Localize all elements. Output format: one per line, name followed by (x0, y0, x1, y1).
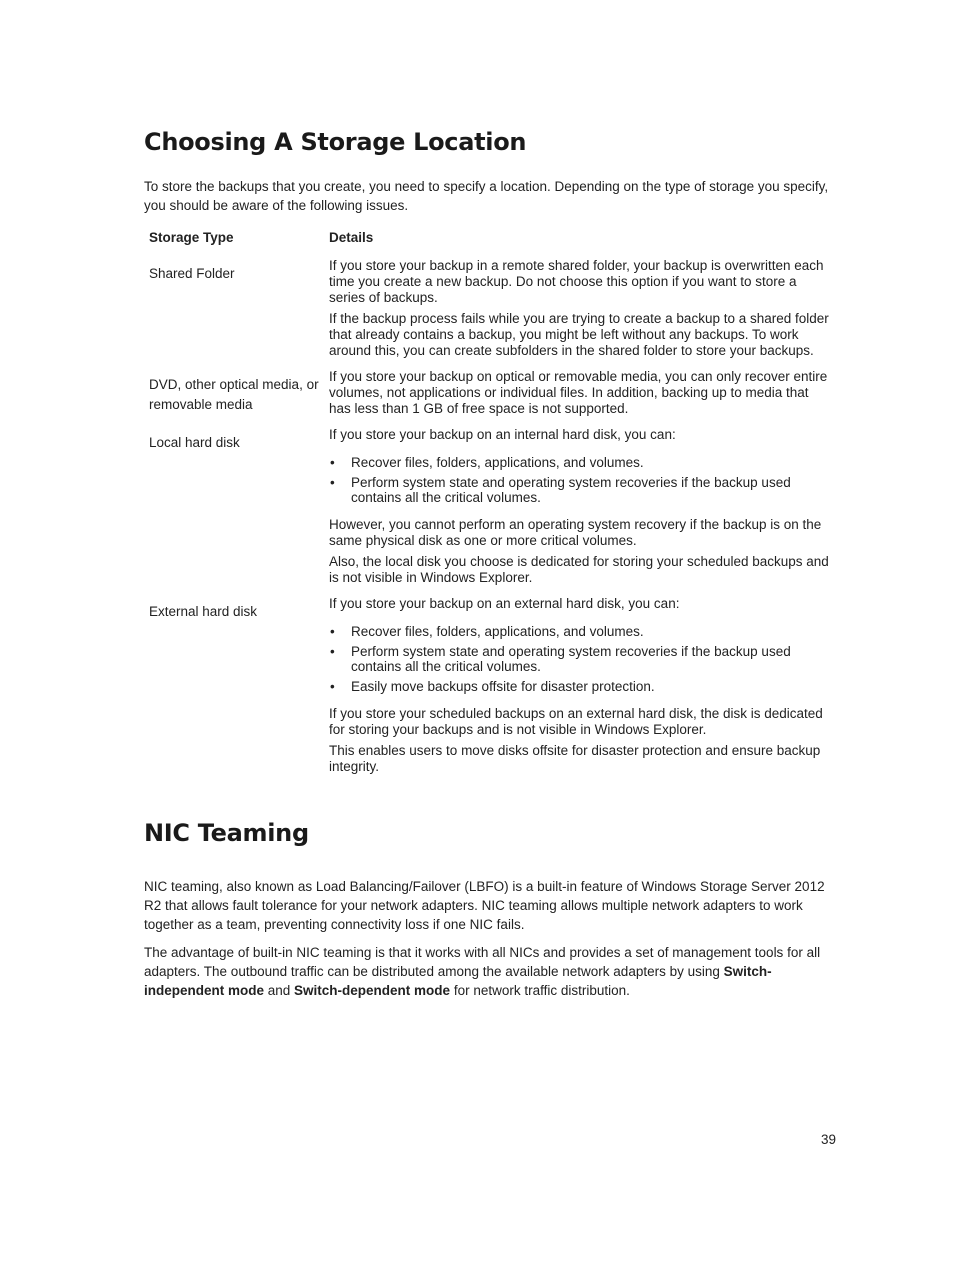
bullet-icon: • (330, 455, 335, 470)
details-cell (324, 427, 836, 596)
details-paragraph: If the backup process fails while you are trying to create a backup to a shared folder that already contains a backup, you might be left without any backups. To work around this, you can create subfolders in the shared folder to store your backups. (329, 311, 829, 358)
details-paragraph: If you store your scheduled backups on an external hard disk, the disk is dedicated for storing your backups and is not visible in Windows Explorer. (329, 706, 823, 737)
list-item (329, 475, 831, 505)
storage-intro-paragraph: To store the backups that you create, you need to specify a location. Depending on the type of storage you specify, you should be aware of the following issues. (144, 179, 829, 213)
bullet-text: Easily move backups offsite for disaster protection. (351, 679, 655, 694)
bullet-icon: • (330, 644, 335, 659)
storage-type-cell: External hard disk (149, 604, 258, 619)
details-paragraph: Also, the local disk you choose is dedicated for storing your scheduled backups and is not visible in Windows Explorer. (329, 554, 829, 585)
details-paragraph: If you store your backup in a remote shared folder, your backup is overwritten each time you create a new backup. Do not choose this option if you want to store a series of backups. (329, 258, 824, 305)
storage-type-table (144, 226, 836, 785)
list-item (329, 679, 831, 694)
switch-independent-mode-term: Switch-independent mode (144, 964, 772, 998)
bullet-icon: • (330, 624, 335, 639)
bullet-text: Perform system state and operating system recoveries if the backup used contains all the critical volumes. (351, 475, 791, 505)
bullet-icon: • (330, 475, 335, 490)
bullet-text: Perform system state and operating system recoveries if the backup used contains all the critical volumes. (351, 644, 791, 674)
storage-type-cell: Shared Folder (149, 266, 235, 281)
details-bullet-list (329, 455, 831, 505)
nic-para2-mid: and (264, 983, 295, 998)
bullet-icon: • (330, 679, 335, 694)
details-paragraph: If you store your backup on optical or removable media, you can only recover entire volumes, not applications or individual files. In addition, backing up to media that has less than 1 GB of free space is not supported. (329, 369, 828, 416)
details-paragraph: If you store your backup on an external hard disk, you can: (329, 596, 680, 611)
bullet-text: Recover files, folders, applications, and volumes. (351, 624, 644, 639)
details-paragraph: This enables users to move disks offsite for disaster protection and ensure backup integrity. (329, 743, 821, 774)
table-row (144, 596, 836, 785)
section-heading-storage-location: Choosing A Storage Location (144, 128, 527, 156)
nic-paragraph-1: NIC teaming, also known as Load Balancing/Failover (LBFO) is a built-in feature of Windows Storage Server 2012 R2 that allows fault tolerance for your network adapters. NIC teaming allows multiple network adapters to work together as a team, preventing connectivity loss if one NIC fails. (144, 879, 825, 932)
table-row (144, 427, 836, 596)
switch-dependent-mode-term: Switch-dependent mode (294, 983, 451, 998)
details-cell (324, 258, 836, 369)
section-heading-nic-teaming: NIC Teaming (144, 819, 309, 847)
nic-paragraph-2 (144, 943, 834, 1000)
table-row (144, 258, 836, 369)
details-cell (324, 596, 836, 785)
bullet-text: Recover files, folders, applications, and volumes. (351, 455, 644, 470)
list-item (329, 644, 831, 674)
storage-type-cell: DVD, other optical media, or removable media (149, 377, 319, 412)
table-body (144, 258, 836, 785)
list-item (329, 624, 831, 639)
nic-para2-end: for network traffic distribution. (450, 983, 630, 998)
details-paragraph: However, you cannot perform an operating system recovery if the backup is on the same physical disk as one or more critical volumes. (329, 517, 822, 548)
page-number: 39 (821, 1132, 837, 1147)
header-details: Details (329, 230, 374, 245)
details-bullet-list (329, 624, 831, 694)
table-row (144, 369, 836, 427)
nic-para2-start: The advantage of built-in NIC teaming is that it works with all NICs and provides a set of management tools for all adapters. The outbound traffic can be distributed among the available network adapters by using (144, 945, 821, 979)
details-paragraph: If you store your backup on an internal hard disk, you can: (329, 427, 676, 442)
header-storage-type: Storage Type (149, 230, 234, 245)
list-item (329, 455, 831, 470)
details-cell (324, 369, 836, 427)
table-header-row (144, 226, 836, 258)
storage-type-cell: Local hard disk (149, 435, 240, 450)
